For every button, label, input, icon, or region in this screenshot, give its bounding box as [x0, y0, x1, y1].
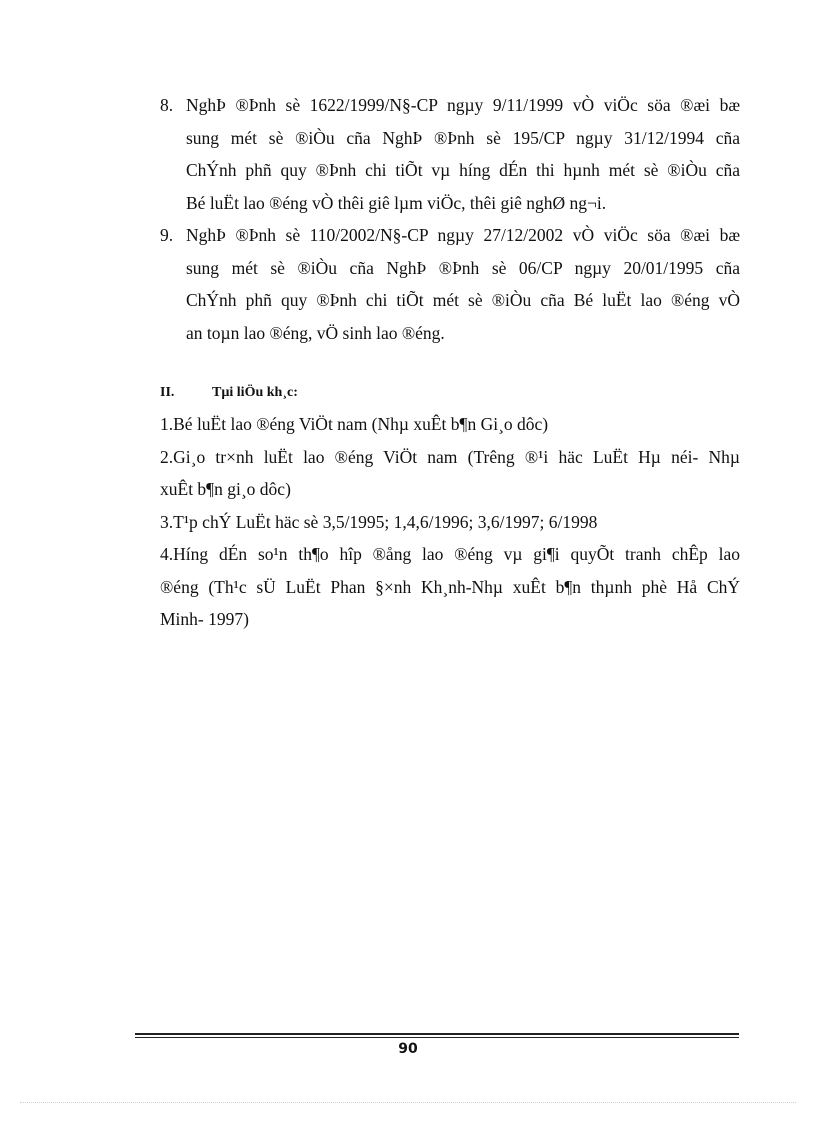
list-item-line: an toµn lao ®éng, vÖ sinh lao ®éng. — [186, 322, 445, 343]
list-item-line: NghÞ ®Þnh sè 110/2002/N§-CP ngµy 27/12/2002 vÒ viÖc söa ®æi bæ — [186, 225, 740, 245]
numbered-list — [160, 89, 740, 349]
list-item — [160, 219, 740, 349]
page-edge-divider — [20, 1102, 796, 1103]
list-item-number: 9. — [160, 225, 174, 245]
page-number: 90 — [398, 1041, 418, 1057]
reference-line: 3.T¹p chÝ LuËt häc sè 3,5/1995; 1,4,6/1996; 3,6/1997; 6/1998 — [160, 511, 598, 532]
list-item-line: sung mét sè ®iÒu cña NghÞ ®Þnh sè 195/CP ngµy 31/12/1994 cña — [186, 127, 740, 148]
reference-line: 4.Híng dÉn so¹n th¶o hîp ®ång lao ®éng vµ gi¶i quyÕt tranh chÊp lao — [160, 544, 740, 564]
reference-line: 2.Gi¸o tr×nh luËt lao ®éng ViÖt nam (Trêng ®¹i häc LuËt Hµ néi- Nhµ — [160, 446, 740, 467]
section-number: II. — [160, 385, 175, 400]
list-item-line: Bé luËt lao ®éng vÒ thêi giê lµm viÖc, thêi giê nghØ ng¬i. — [186, 192, 607, 213]
reference-line: 1.Bé luËt lao ®éng ViÖt nam (Nhµ xuÊt b¶n Gi¸o dôc) — [160, 414, 549, 434]
list-item-line: sung mét sè ®iÒu cña NghÞ ®Þnh sè 06/CP ngµy 20/01/1995 cña — [186, 257, 740, 278]
reference-line: ®éng (Th¹c sÜ LuËt Phan §×nh Kh¸nh-Nhµ xuÊt b¶n thµnh phè Hå ChÝ — [160, 576, 740, 597]
list-item-number: 8. — [160, 95, 174, 115]
list-item-line: NghÞ ®Þnh sè 1622/1999/N§-CP ngµy 9/11/1999 vÒ viÖc söa ®æi bæ — [186, 95, 740, 115]
reference-list — [160, 408, 740, 636]
list-item-line: ChÝnh phñ quy ®Þnh chi tiÕt vµ híng dÉn thi hµnh mét sè ®iÒu cña — [186, 160, 740, 180]
section-title: Tµi liÖu kh¸c: — [212, 385, 298, 400]
footer-divider — [135, 1033, 739, 1038]
section-heading — [160, 383, 298, 403]
reference-line: Minh- 1997) — [160, 609, 249, 629]
reference-line: xuÊt b¶n gi¸o dôc) — [160, 479, 291, 499]
list-item-line: ChÝnh phñ quy ®Þnh chi tiÕt mét sè ®iÒu cña Bé luËt lao ®éng vÒ — [186, 290, 740, 310]
list-item — [160, 89, 740, 219]
